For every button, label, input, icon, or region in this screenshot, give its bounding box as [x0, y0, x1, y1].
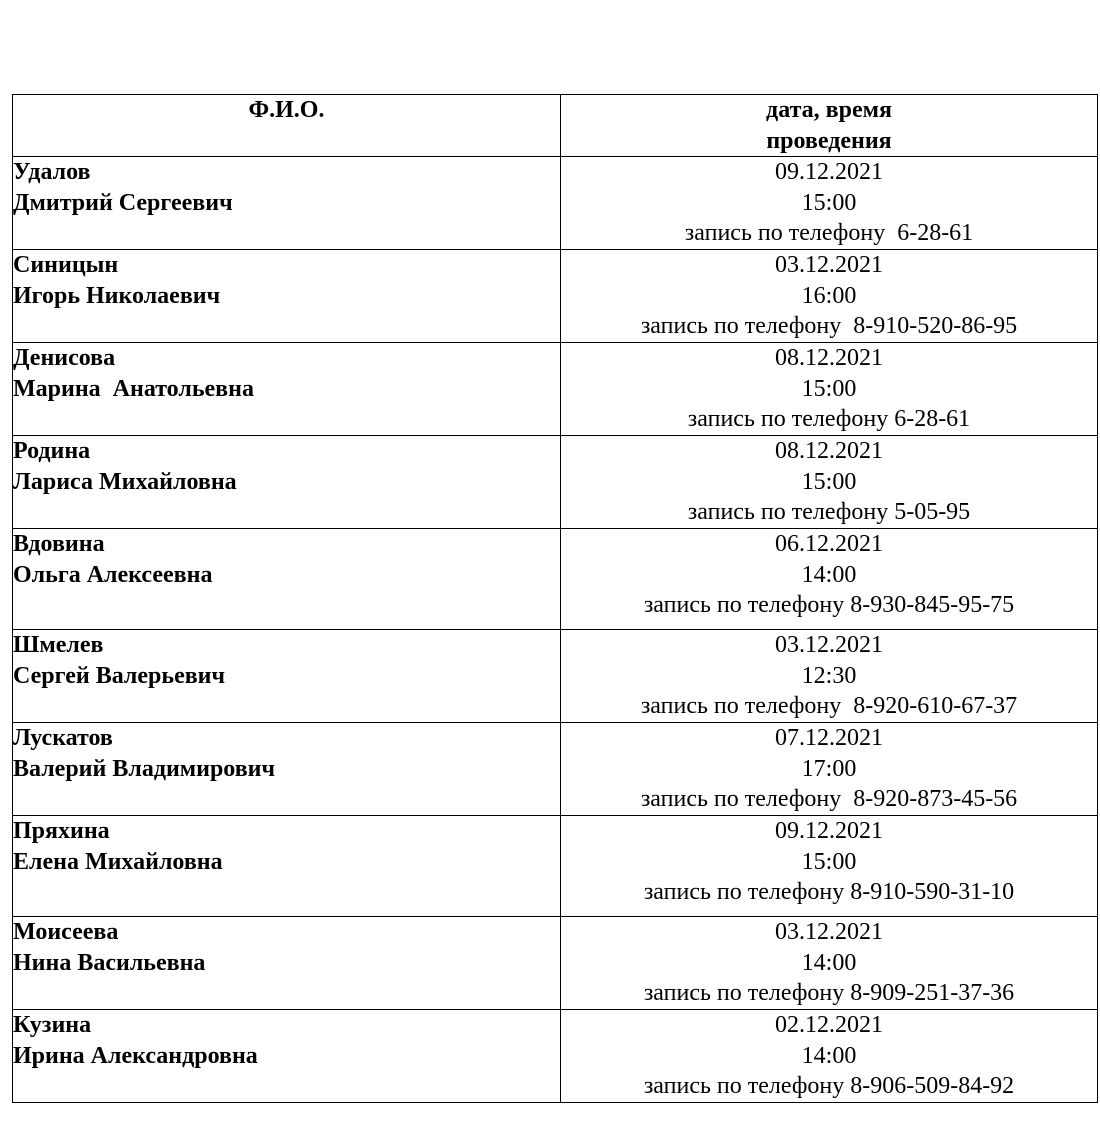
phone-booking: запись по телефону 8-920-873-45-56 — [640, 786, 1018, 812]
given-names: Сергей Валерьевич — [13, 662, 226, 689]
cell-full-name — [13, 250, 561, 343]
column-header-datetime — [561, 95, 1098, 157]
table-row — [13, 917, 1098, 1010]
phone-booking: запись по телефону 6-28-61 — [684, 220, 974, 246]
time: 14:00 — [801, 949, 857, 976]
given-names: Лариса Михайловна — [13, 468, 237, 495]
cell-full-name — [13, 630, 561, 723]
date: 03.12.2021 — [775, 919, 883, 945]
table-row — [13, 1010, 1098, 1103]
table-row — [13, 157, 1098, 250]
surname: Синицын — [13, 252, 119, 278]
date: 03.12.2021 — [775, 252, 883, 278]
given-names: Дмитрий Сергеевич — [13, 189, 233, 216]
table-row — [13, 436, 1098, 529]
surname: Удалов — [13, 159, 91, 185]
table-row — [13, 250, 1098, 343]
cell-full-name — [13, 1010, 561, 1103]
cell-datetime — [561, 723, 1098, 816]
phone-booking: запись по телефону 8-910-590-31-10 — [643, 879, 1015, 905]
table-row — [13, 723, 1098, 816]
given-names: Марина Анатольевна — [13, 375, 254, 402]
time: 15:00 — [801, 375, 857, 402]
surname: Шмелев — [13, 632, 104, 658]
cell-full-name — [13, 157, 561, 250]
time: 16:00 — [801, 282, 857, 309]
surname: Кузина — [13, 1012, 92, 1038]
column-header-name: Ф.И.О. — [13, 95, 561, 157]
cell-datetime — [561, 250, 1098, 343]
cell-full-name — [13, 343, 561, 436]
time: 15:00 — [801, 848, 857, 875]
given-names: Валерий Владимирович — [13, 755, 276, 782]
cell-datetime — [561, 343, 1098, 436]
surname: Моисеева — [13, 919, 119, 945]
time: 15:00 — [801, 468, 857, 495]
cell-datetime — [561, 1010, 1098, 1103]
cell-full-name — [13, 436, 561, 529]
phone-booking: запись по телефону 8-910-520-86-95 — [640, 313, 1018, 339]
phone-booking: запись по телефону 8-930-845-95-75 — [643, 592, 1015, 618]
cell-full-name — [13, 723, 561, 816]
time: 15:00 — [801, 189, 857, 216]
cell-datetime — [561, 436, 1098, 529]
phone-booking: запись по телефону 8-909-251-37-36 — [643, 980, 1015, 1006]
header-row — [13, 95, 1098, 157]
cell-full-name — [13, 529, 561, 630]
cell-datetime — [561, 917, 1098, 1010]
phone-booking: запись по телефону 8-920-610-67-37 — [640, 693, 1018, 719]
cell-datetime — [561, 816, 1098, 917]
given-names: Ольга Алексеевна — [13, 561, 213, 588]
cell-full-name — [13, 917, 561, 1010]
phone-booking: запись по телефону 8-906-509-84-92 — [643, 1073, 1015, 1099]
given-names: Ирина Александровна — [13, 1042, 258, 1069]
cell-full-name — [13, 816, 561, 917]
surname: Денисова — [13, 345, 116, 371]
given-names: Игорь Николаевич — [13, 282, 221, 309]
surname: Лускатов — [13, 725, 113, 751]
date: 02.12.2021 — [775, 1012, 883, 1038]
phone-booking: запись по телефону 5-05-95 — [687, 499, 971, 525]
date: 09.12.2021 — [775, 818, 883, 844]
date: 06.12.2021 — [775, 531, 883, 557]
table-row — [13, 529, 1098, 630]
time: 14:00 — [801, 561, 857, 588]
date: 07.12.2021 — [775, 725, 883, 751]
table-body — [13, 157, 1098, 1103]
column-header-datetime-line1: дата, время — [766, 97, 892, 123]
date: 08.12.2021 — [775, 438, 883, 464]
table-row — [13, 343, 1098, 436]
time: 12:30 — [801, 662, 857, 689]
cell-datetime — [561, 630, 1098, 723]
date: 08.12.2021 — [775, 345, 883, 371]
surname: Пряхина — [13, 818, 110, 844]
table-row — [13, 816, 1098, 917]
date: 03.12.2021 — [775, 632, 883, 658]
time: 14:00 — [801, 1042, 857, 1069]
schedule-table — [12, 94, 1098, 1103]
date: 09.12.2021 — [775, 159, 883, 185]
cell-datetime — [561, 529, 1098, 630]
given-names: Нина Васильевна — [13, 949, 206, 976]
surname: Родина — [13, 438, 91, 464]
table-row — [13, 630, 1098, 723]
column-header-datetime-line2: проведения — [766, 127, 892, 154]
surname: Вдовина — [13, 531, 105, 557]
given-names: Елена Михайловна — [13, 848, 223, 875]
phone-booking: запись по телефону 6-28-61 — [687, 406, 971, 432]
cell-datetime — [561, 157, 1098, 250]
time: 17:00 — [801, 755, 857, 782]
